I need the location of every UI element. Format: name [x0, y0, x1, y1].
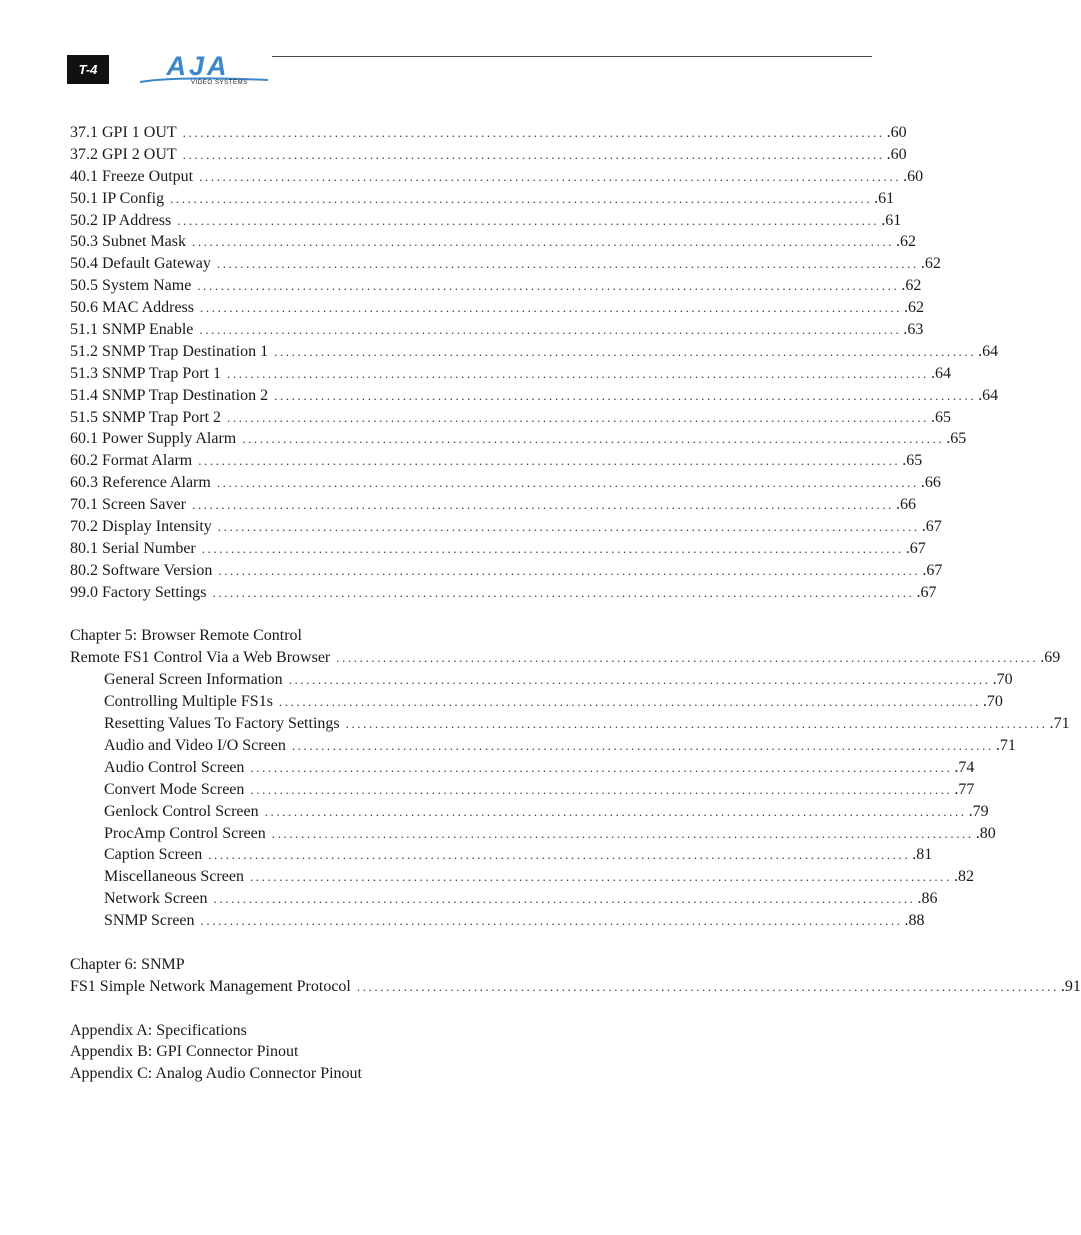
toc-leader-dots: ........................................................................................................................	[182, 125, 885, 140]
toc-entry-title: 37.1 GPI 1 OUT	[70, 124, 177, 141]
page-number-tab	[67, 55, 109, 84]
toc-entry-title: 70.2 Display Intensity	[70, 518, 212, 536]
toc-leader-dots: ........................................................................................................................	[191, 497, 894, 513]
toc-leader-dots: ........................................................................................................................	[198, 453, 901, 469]
toc-leader-dots: ........................................................................................................................	[336, 650, 1039, 666]
toc-leader-dots: ........................................................................................................................	[250, 759, 953, 775]
toc-entry-page: .60	[903, 167, 924, 185]
toc-leader-dots: ........................................................................................................................	[208, 847, 911, 863]
toc-entry-title: 50.4 Default Gateway	[70, 255, 211, 273]
toc-entry-title: Controlling Multiple FS1s	[104, 693, 273, 711]
toc-entry[interactable]	[70, 888, 938, 910]
toc-entry[interactable]	[70, 472, 941, 494]
toc-entry[interactable]	[70, 231, 916, 253]
toc-entry-page: .64	[931, 364, 952, 382]
toc-entry[interactable]	[70, 823, 996, 845]
toc-entry[interactable]	[70, 319, 924, 341]
toc-leader-dots: ........................................................................................................................	[217, 519, 920, 535]
toc-entry-page: .71	[995, 736, 1016, 754]
toc-leader-dots: ........................................................................................................................	[182, 146, 885, 162]
toc-entry-page: .81	[912, 846, 933, 864]
aja-logo	[138, 52, 272, 88]
toc-leader-dots: ........................................................................................................................	[278, 694, 981, 710]
toc-leader-dots: ........................................................................................................................	[170, 190, 873, 206]
toc-entry-page: .69	[1040, 649, 1061, 667]
toc-entry-title: 50.3 Subnet Mask	[70, 233, 186, 251]
toc-entry-page: .71	[1049, 715, 1070, 733]
toc-entry[interactable]	[70, 297, 925, 319]
toc-entry-title: Miscellaneous Screen	[104, 868, 244, 886]
toc-entry[interactable]	[70, 363, 952, 385]
toc-leader-dots: ........................................................................................................................	[199, 168, 902, 184]
toc-leader-dots: ........................................................................................................................	[212, 584, 915, 600]
toc-entry[interactable]	[70, 844, 933, 866]
toc-entry-title: Genlock Control Screen	[104, 802, 259, 820]
toc-entry-page: .65	[946, 430, 967, 448]
toc-leader-dots: ........................................................................................................................	[274, 343, 977, 359]
toc-entry-page: .82	[953, 868, 974, 886]
chapter-6-heading[interactable]: Chapter 6: SNMP	[70, 955, 185, 973]
toc-leader-dots: ........................................................................................................................	[218, 562, 921, 578]
toc-entry[interactable]	[70, 866, 974, 888]
toc-entry[interactable]	[70, 976, 1081, 998]
toc-entry[interactable]	[70, 253, 941, 275]
toc-entry-page: .67	[921, 518, 942, 536]
toc-leader-dots: ........................................................................................................................	[271, 825, 974, 841]
toc-entry-page: .66	[920, 474, 941, 492]
toc-entry-title: ProcAmp Control Screen	[104, 824, 266, 842]
logo-wordmark: AJA	[166, 51, 230, 81]
toc-entry-page: .60	[886, 124, 907, 141]
spacer	[70, 604, 800, 626]
toc-entry[interactable]	[70, 385, 999, 407]
toc-entry-title: 50.2 IP Address	[70, 211, 172, 229]
toc-leader-dots: ........................................................................................................................	[227, 365, 930, 381]
toc-entry-page: .88	[904, 912, 925, 930]
toc-entry-title: 80.2 Software Version	[70, 561, 213, 579]
toc-entry-page: .80	[975, 824, 996, 842]
toc-entry[interactable]	[70, 582, 937, 604]
toc-leader-dots: ........................................................................................................................	[199, 322, 902, 338]
toc-entry[interactable]	[70, 669, 1013, 691]
toc-entry-title: Resetting Values To Factory Settings	[104, 715, 340, 733]
toc-entry-page: .74	[954, 758, 975, 776]
toc-leader-dots: ........................................................................................................................	[216, 475, 919, 491]
toc-leader-dots: ........................................................................................................................	[200, 913, 903, 929]
toc-entry[interactable]	[70, 691, 1003, 713]
toc-entry-title: 51.5 SNMP Trap Port 2	[70, 408, 222, 426]
toc-entry-title: 80.1 Serial Number	[70, 539, 196, 557]
appendix-c-heading[interactable]: Appendix C: Analog Audio Connector Pinout	[70, 1065, 362, 1083]
toc-entry-title: Audio and Video I/O Screen	[104, 736, 286, 754]
toc-entry-title: 60.3 Reference Alarm	[70, 474, 211, 492]
toc-entry[interactable]	[70, 538, 926, 560]
toc-entry[interactable]	[70, 647, 1061, 669]
toc-entry[interactable]	[70, 560, 943, 582]
toc-entry[interactable]	[70, 494, 916, 516]
toc-entry-page: .91	[1060, 977, 1081, 995]
toc-entry-page: .62	[920, 255, 941, 273]
toc-leader-dots: ........................................................................................................................	[288, 672, 991, 688]
spacer	[70, 932, 800, 954]
toc-entry-title: Remote FS1 Control Via a Web Browser	[70, 649, 331, 667]
toc-entry-page: .62	[901, 277, 922, 295]
toc-entry-page: .70	[982, 693, 1003, 711]
toc-leader-dots: ........................................................................................................................	[291, 737, 994, 753]
toc-leader-dots: ........................................................................................................................	[242, 431, 945, 447]
toc-entry[interactable]	[70, 144, 907, 166]
toc-entry-title: Caption Screen	[104, 846, 203, 864]
toc-leader-dots: ........................................................................................................................	[345, 716, 1048, 732]
toc-entry-title: 99.0 Factory Settings	[70, 583, 207, 601]
toc-entry[interactable]	[70, 428, 967, 450]
table-of-contents	[70, 122, 1081, 1085]
toc-leader-dots: ........................................................................................................................	[274, 387, 977, 403]
toc-entry-title: 60.2 Format Alarm	[70, 452, 193, 470]
toc-entry-page: .61	[881, 211, 902, 229]
toc-leader-dots: ........................................................................................................................	[201, 540, 904, 556]
toc-entry[interactable]	[70, 341, 999, 363]
toc-entry-title: Network Screen	[104, 890, 208, 908]
toc-entry-page: .67	[905, 539, 926, 557]
toc-leader-dots: ........................................................................................................................	[197, 278, 900, 294]
toc-leader-dots: ........................................................................................................................	[216, 256, 919, 272]
toc-entry-title: Convert Mode Screen	[104, 780, 245, 798]
toc-entry-title: General Screen Information	[104, 671, 283, 689]
toc-entry-title: Audio Control Screen	[104, 758, 245, 776]
toc-entry-title: 70.1 Screen Saver	[70, 496, 186, 514]
toc-entry[interactable]	[70, 188, 895, 210]
toc-entry-title: 50.1 IP Config	[70, 189, 165, 207]
toc-entry-page: .67	[916, 583, 937, 601]
parameter-entries	[70, 122, 999, 604]
toc-entry-title: SNMP Screen	[104, 912, 195, 930]
toc-leader-dots: ........................................................................................................................	[227, 409, 930, 425]
toc-entry-title: 37.2 GPI 2 OUT	[70, 145, 177, 163]
toc-entry-title: 51.3 SNMP Trap Port 1	[70, 364, 222, 382]
spacer	[70, 998, 800, 1020]
toc-leader-dots: ........................................................................................................................	[192, 234, 894, 250]
toc-leader-dots: ........................................................................................................................	[200, 300, 903, 316]
toc-entry[interactable]	[70, 735, 1016, 757]
toc-entry-title: 50.6 MAC Address	[70, 299, 195, 317]
toc-leader-dots: ........................................................................................................................	[356, 978, 1059, 994]
logo-subtext: VIDEO SYSTEMS	[191, 80, 248, 86]
toc-leader-dots: ........................................................................................................................	[249, 869, 952, 885]
toc-entry-page: .60	[886, 145, 907, 163]
toc-entry-page: .66	[895, 496, 916, 514]
header-rule	[272, 56, 872, 57]
toc-leader-dots: ........................................................................................................................	[264, 803, 967, 819]
toc-entry[interactable]	[70, 407, 952, 429]
toc-entry-title: 51.1 SNMP Enable	[70, 321, 194, 339]
toc-entry-page: .67	[922, 561, 943, 579]
toc-entry[interactable]	[70, 801, 989, 823]
toc-entry[interactable]	[70, 275, 922, 297]
chapter-5-subentries	[70, 669, 1070, 932]
toc-entry-page: .77	[954, 780, 975, 798]
toc-entry-page: .62	[896, 233, 916, 251]
toc-entry-title: 51.4 SNMP Trap Destination 2	[70, 386, 269, 404]
toc-entry[interactable]	[70, 450, 923, 472]
toc-entry-page: .62	[904, 299, 925, 317]
toc-entry[interactable]	[70, 713, 1070, 735]
toc-entry-page: .64	[978, 342, 999, 360]
toc-entry[interactable]	[70, 210, 902, 232]
toc-entry-title: FS1 Simple Network Management Protocol	[70, 977, 351, 995]
toc-entry-title: 60.1 Power Supply Alarm	[70, 430, 237, 448]
toc-entry-page: .70	[992, 671, 1013, 689]
chapter-5-heading[interactable]: Chapter 5: Browser Remote Control	[70, 627, 302, 645]
toc-entry[interactable]	[70, 910, 925, 932]
toc-leader-dots: ........................................................................................................................	[250, 781, 953, 797]
toc-entry-page: .63	[903, 321, 924, 339]
toc-entry[interactable]	[70, 122, 907, 144]
toc-entry-page: .61	[874, 189, 895, 207]
toc-entry-page: .65	[931, 408, 952, 426]
page-number-label: T-4	[78, 62, 98, 77]
toc-leader-dots: ........................................................................................................................	[213, 891, 916, 907]
toc-entry[interactable]	[70, 516, 942, 538]
toc-entry-page: .64	[978, 386, 999, 404]
toc-entry[interactable]	[70, 166, 924, 188]
toc-entry[interactable]	[70, 779, 975, 801]
appendix-a-heading[interactable]: Appendix A: Specifications	[70, 1021, 247, 1039]
toc-entry-page: .79	[968, 802, 989, 820]
toc-entry-title: 51.2 SNMP Trap Destination 1	[70, 342, 269, 360]
toc-leader-dots: ........................................................................................................................	[177, 212, 880, 228]
toc-entry-page: .86	[917, 890, 938, 908]
toc-entry[interactable]	[70, 757, 975, 779]
toc-entry-title: 50.5 System Name	[70, 277, 192, 295]
toc-entry-title: 40.1 Freeze Output	[70, 167, 194, 185]
toc-entry-page: .65	[902, 452, 923, 470]
appendix-b-heading[interactable]: Appendix B: GPI Connector Pinout	[70, 1043, 299, 1061]
